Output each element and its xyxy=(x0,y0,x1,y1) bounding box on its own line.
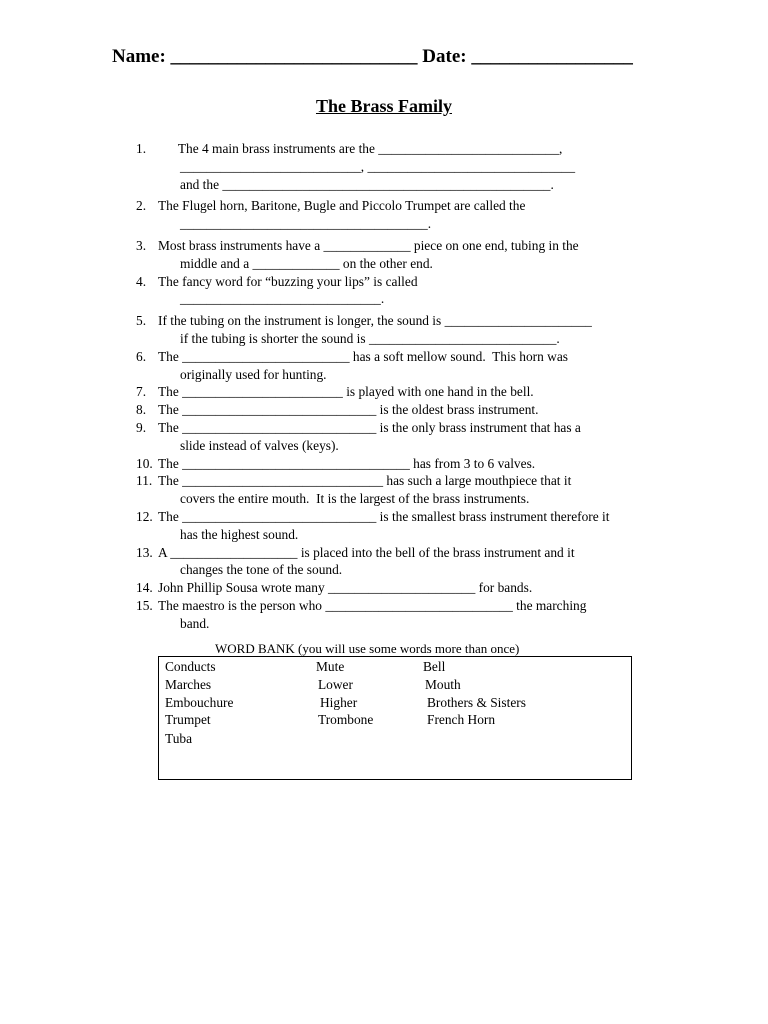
name-date-header xyxy=(112,46,633,68)
question-number: 14. xyxy=(136,580,153,596)
question-number: 9. xyxy=(136,419,147,435)
question-item xyxy=(136,312,656,348)
word-bank-word: Mouth xyxy=(425,677,461,692)
question-line: If the tubing on the instrument is longer, the sound is ______________________ xyxy=(158,313,592,329)
question-number: 12. xyxy=(136,508,153,524)
name-date-text: Name: __________________________ Date: _________________ xyxy=(112,46,633,67)
question-number: 6. xyxy=(136,348,147,364)
question-line: changes the tone of the sound. xyxy=(180,562,343,578)
word-bank-word: Trombone xyxy=(318,712,374,727)
word-bank-word: Lower xyxy=(318,677,353,692)
question-line: The _____________________________ is the oldest brass instrument. xyxy=(158,402,539,418)
question-number: 2. xyxy=(136,198,147,214)
word-bank-word: Higher xyxy=(320,695,358,710)
worksheet-title: The Brass Family xyxy=(315,96,452,116)
question-line: A ___________________ is placed into the bell of the brass instrument and it xyxy=(158,544,575,560)
question-text xyxy=(158,348,656,384)
question-line: ___________________________, _______________________________ xyxy=(180,158,576,174)
word-bank-word: French Horn xyxy=(427,712,496,727)
question-line: and the _________________________________________________. xyxy=(180,176,554,192)
question-line: The ______________________________ has such a large mouthpiece that it xyxy=(158,473,572,489)
question-item xyxy=(136,472,656,508)
question-line: _____________________________________. xyxy=(180,216,432,232)
question-number: 8. xyxy=(136,402,147,418)
word-bank-word: Brothers & Sisters xyxy=(427,695,526,710)
word-bank-word: Trumpet xyxy=(165,712,211,727)
question-line: The _____________________________ is the smallest brass instrument therefore it xyxy=(158,508,610,524)
question-line: has the highest sound. xyxy=(180,526,299,542)
question-line: slide instead of valves (keys). xyxy=(180,437,339,453)
question-text xyxy=(158,419,656,455)
question-text xyxy=(158,508,656,544)
question-number: 10. xyxy=(136,455,153,471)
question-line: covers the entire mouth. It is the largest of the brass instruments. xyxy=(180,491,530,507)
word-bank-word: Bell xyxy=(423,659,446,674)
question-line: The Flugel horn, Baritone, Bugle and Piccolo Trumpet are called the xyxy=(158,198,526,214)
question-line: originally used for hunting. xyxy=(180,366,327,382)
question-text xyxy=(158,455,656,473)
question-text xyxy=(158,401,656,419)
question-item xyxy=(136,597,656,633)
word-bank-word: Conducts xyxy=(165,659,216,674)
question-number: 13. xyxy=(136,544,153,560)
question-number: 15. xyxy=(136,597,153,613)
question-text xyxy=(158,472,656,508)
question-line: middle and a _____________ on the other end. xyxy=(180,255,433,271)
word-bank-box xyxy=(158,656,632,780)
question-text xyxy=(158,383,656,401)
question-line: The ________________________ is played with one hand in the bell. xyxy=(158,384,534,400)
question-line: The _________________________ has a soft mellow sound. This horn was xyxy=(158,348,568,364)
word-bank-word: Tuba xyxy=(165,731,193,746)
question-text xyxy=(158,579,656,597)
question-item xyxy=(136,455,656,473)
question-number: 3. xyxy=(136,237,147,253)
question-text xyxy=(158,140,656,197)
question-item xyxy=(136,508,656,544)
question-line: The __________________________________ has from 3 to 6 valves. xyxy=(158,455,536,471)
question-item xyxy=(136,401,656,419)
question-item xyxy=(136,383,656,401)
question-line: Most brass instruments have a _____________ piece on one end, tubing in the xyxy=(158,237,579,253)
question-line: band. xyxy=(180,615,210,631)
question-text xyxy=(158,273,656,313)
question-item xyxy=(136,579,656,597)
word-bank-word: Embouchure xyxy=(165,695,234,710)
question-item xyxy=(136,197,656,237)
question-item xyxy=(136,544,656,580)
question-text xyxy=(158,544,656,580)
question-text xyxy=(158,197,656,237)
question-line: The 4 main brass instruments are the ___________________________, xyxy=(158,141,563,156)
question-number: 5. xyxy=(136,313,147,329)
question-number: 4. xyxy=(136,273,147,289)
question-number: 1. xyxy=(136,141,147,156)
question-item xyxy=(136,419,656,455)
question-text xyxy=(158,597,656,633)
question-text xyxy=(158,237,656,273)
question-line: The fancy word for “buzzing your lips” is called xyxy=(158,273,418,289)
question-line: The maestro is the person who ____________________________ the marching xyxy=(158,597,587,613)
question-item xyxy=(136,140,656,197)
question-item xyxy=(136,273,656,313)
question-list xyxy=(136,140,656,633)
question-number: 7. xyxy=(136,384,147,400)
word-bank-word: Marches xyxy=(165,677,212,692)
question-line: if the tubing is shorter the sound is ____________________________. xyxy=(180,330,560,346)
question-item xyxy=(136,348,656,384)
question-line: John Phillip Sousa wrote many ______________________ for bands. xyxy=(158,580,533,596)
word-bank-title: WORD BANK (you will use some words more than once) xyxy=(215,641,520,656)
question-text xyxy=(158,312,656,348)
question-number: 11. xyxy=(136,473,153,489)
word-bank-word: Mute xyxy=(316,659,345,674)
question-line: The _____________________________ is the only brass instrument that has a xyxy=(158,419,581,435)
question-item xyxy=(136,237,656,273)
question-line: ______________________________. xyxy=(180,291,385,307)
